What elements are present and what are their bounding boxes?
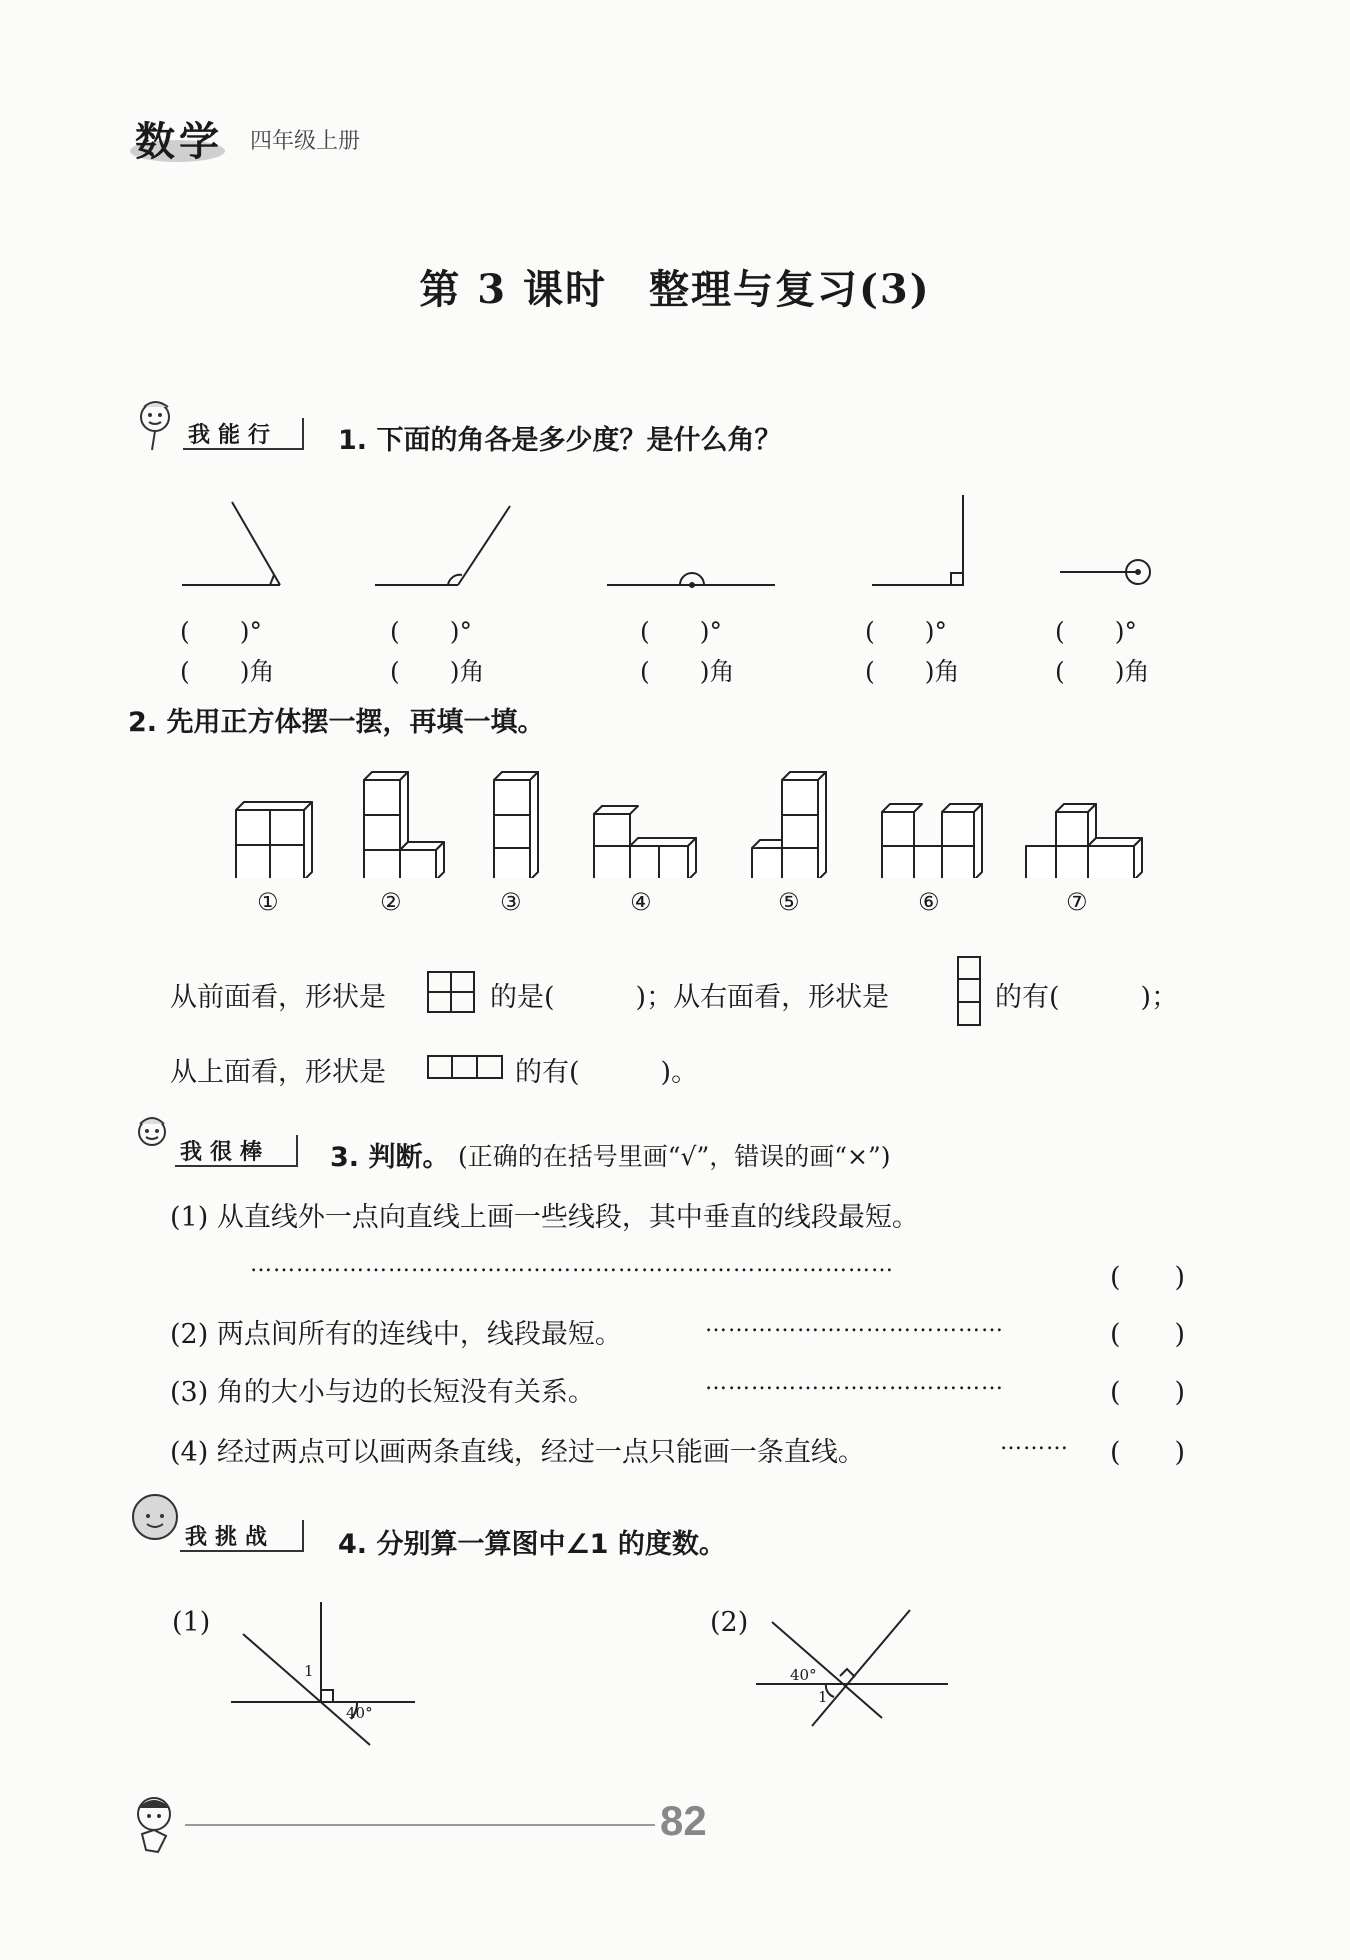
q1-deg-blank-5[interactable]: ( )° bbox=[1055, 617, 1138, 646]
q4-text: 4. 分别算一算图中∠1 的度数。 bbox=[338, 1529, 726, 1560]
q1-type-blank-4[interactable]: ( )角 bbox=[865, 657, 960, 686]
cube-figure-4 bbox=[594, 806, 696, 878]
footer-rule bbox=[185, 1824, 655, 1826]
q2-text: 2. 先用正方体摆一摆，再填一填。 bbox=[128, 707, 545, 738]
q3-item-2: (2) 两点间所有的连线中，线段最短。 bbox=[170, 1319, 622, 1350]
badge-wotiaozhan: 我挑战 bbox=[185, 1525, 276, 1550]
q3-item-4: (4) 经过两点可以画两条直线，经过一点只能画一条直线。 bbox=[170, 1437, 865, 1468]
q3-item-3-paren[interactable]: ( ) bbox=[1110, 1377, 1186, 1408]
badge-underline bbox=[183, 448, 303, 450]
cube-figure-5-base bbox=[752, 840, 782, 878]
badge-underline bbox=[180, 1550, 303, 1552]
cube-figure-5 bbox=[782, 772, 826, 878]
q3-item-1-leader: ………………………………………………………………………… bbox=[250, 1252, 894, 1277]
cartoon-kids-icon bbox=[128, 1490, 183, 1550]
q1-type-blank-3[interactable]: ( )角 bbox=[640, 657, 735, 686]
header-subject: 数学 bbox=[135, 119, 223, 165]
cube-figure-6 bbox=[882, 804, 982, 878]
view-vertical-3-icon bbox=[956, 955, 982, 1027]
cube-label-7: ⑦ bbox=[1066, 888, 1088, 916]
q3-item-1: (1) 从直线外一点向直线上画一些线段，其中垂直的线段最短。 bbox=[170, 1202, 919, 1233]
badge-divider bbox=[302, 418, 304, 450]
q4-fig1-label: (1) bbox=[172, 1607, 211, 1638]
cube-label-4: ④ bbox=[630, 888, 652, 916]
q1-angle-figures bbox=[170, 490, 1190, 600]
q1-deg-blank-2[interactable]: ( )° bbox=[390, 617, 473, 646]
cartoon-boy-icon bbox=[130, 1110, 175, 1170]
cube-label-1: ① bbox=[257, 888, 279, 916]
q2-cube-figures bbox=[230, 768, 1150, 878]
q3-item-3-leader: ………………………………… bbox=[705, 1370, 1004, 1395]
view-2x2-square-icon bbox=[426, 970, 476, 1014]
cartoon-mascot-icon bbox=[128, 1790, 188, 1858]
q2-line1-a: 从前面看，形状是 bbox=[170, 982, 386, 1013]
cube-figure-3 bbox=[494, 772, 538, 878]
q2-line1-c[interactable]: 的有( )； bbox=[995, 982, 1179, 1013]
q1-type-blank-5[interactable]: ( )角 bbox=[1055, 657, 1150, 686]
cube-label-3: ③ bbox=[500, 888, 522, 916]
q3-item-4-paren[interactable]: ( ) bbox=[1110, 1437, 1186, 1468]
q2-line2-b[interactable]: 的有( )。 bbox=[515, 1057, 699, 1088]
view-horizontal-3-icon bbox=[426, 1054, 506, 1082]
badge-divider bbox=[302, 1520, 304, 1552]
cube-label-6: ⑥ bbox=[918, 888, 940, 916]
q3-item-3: (3) 角的大小与边的长短没有关系。 bbox=[170, 1377, 595, 1408]
angle-2-obtuse bbox=[375, 506, 510, 585]
q2-line2-a: 从上面看，形状是 bbox=[170, 1057, 386, 1088]
cartoon-girl-icon bbox=[130, 395, 180, 455]
angle-1-acute bbox=[182, 502, 280, 585]
q4-fig1-mark: 1 bbox=[304, 1662, 314, 1680]
q4-figure-1 bbox=[225, 1600, 425, 1750]
page-number: 82 bbox=[660, 1797, 707, 1844]
cube-figure-1 bbox=[236, 802, 312, 878]
cube-label-2: ② bbox=[380, 888, 402, 916]
q4-fig2-label: (2) bbox=[710, 1607, 749, 1638]
q3-item-2-paren[interactable]: ( ) bbox=[1110, 1319, 1186, 1350]
badge-wonengxing: 我能行 bbox=[188, 423, 279, 448]
q1-deg-blank-3[interactable]: ( )° bbox=[640, 617, 723, 646]
q1-deg-blank-4[interactable]: ( )° bbox=[865, 617, 948, 646]
q2-line1-b[interactable]: 的是( )；从右面看，形状是 bbox=[490, 982, 890, 1013]
q3-note: (正确的在括号里画“√”，错误的画“×”) bbox=[458, 1142, 891, 1171]
q3-item-2-leader: ………………………………… bbox=[705, 1312, 1004, 1337]
badge-wohenbang: 我很棒 bbox=[180, 1140, 271, 1165]
q1-deg-blank-1[interactable]: ( )° bbox=[180, 617, 263, 646]
cube-figure-7 bbox=[1026, 804, 1142, 878]
q3-item-1-paren[interactable]: ( ) bbox=[1110, 1262, 1186, 1293]
badge-underline bbox=[175, 1165, 297, 1167]
q1-text: 1. 下面的角各是多少度？是什么角？ bbox=[338, 425, 782, 456]
lesson-title: 第 3 课时 整理与复习(3) bbox=[419, 266, 931, 313]
q4-fig1-angle: 40° bbox=[346, 1704, 373, 1722]
q4-figure-2 bbox=[750, 1600, 960, 1730]
q1-type-blank-1[interactable]: ( )角 bbox=[180, 657, 275, 686]
q4-fig2-angle: 40° bbox=[790, 1666, 817, 1684]
header-grade: 四年级上册 bbox=[250, 129, 361, 154]
angle-4-right bbox=[872, 495, 963, 585]
angle-5-round bbox=[1060, 560, 1150, 584]
cube-figure-2 bbox=[364, 772, 444, 878]
q1-type-blank-2[interactable]: ( )角 bbox=[390, 657, 485, 686]
badge-divider bbox=[296, 1135, 298, 1167]
cube-label-5: ⑤ bbox=[778, 888, 800, 916]
q3-item-4-leader: ……… bbox=[1000, 1430, 1069, 1455]
q3-text: 3. 判断。 bbox=[330, 1142, 450, 1173]
angle-3-straight bbox=[607, 573, 775, 587]
q4-fig2-mark: 1 bbox=[818, 1688, 828, 1706]
